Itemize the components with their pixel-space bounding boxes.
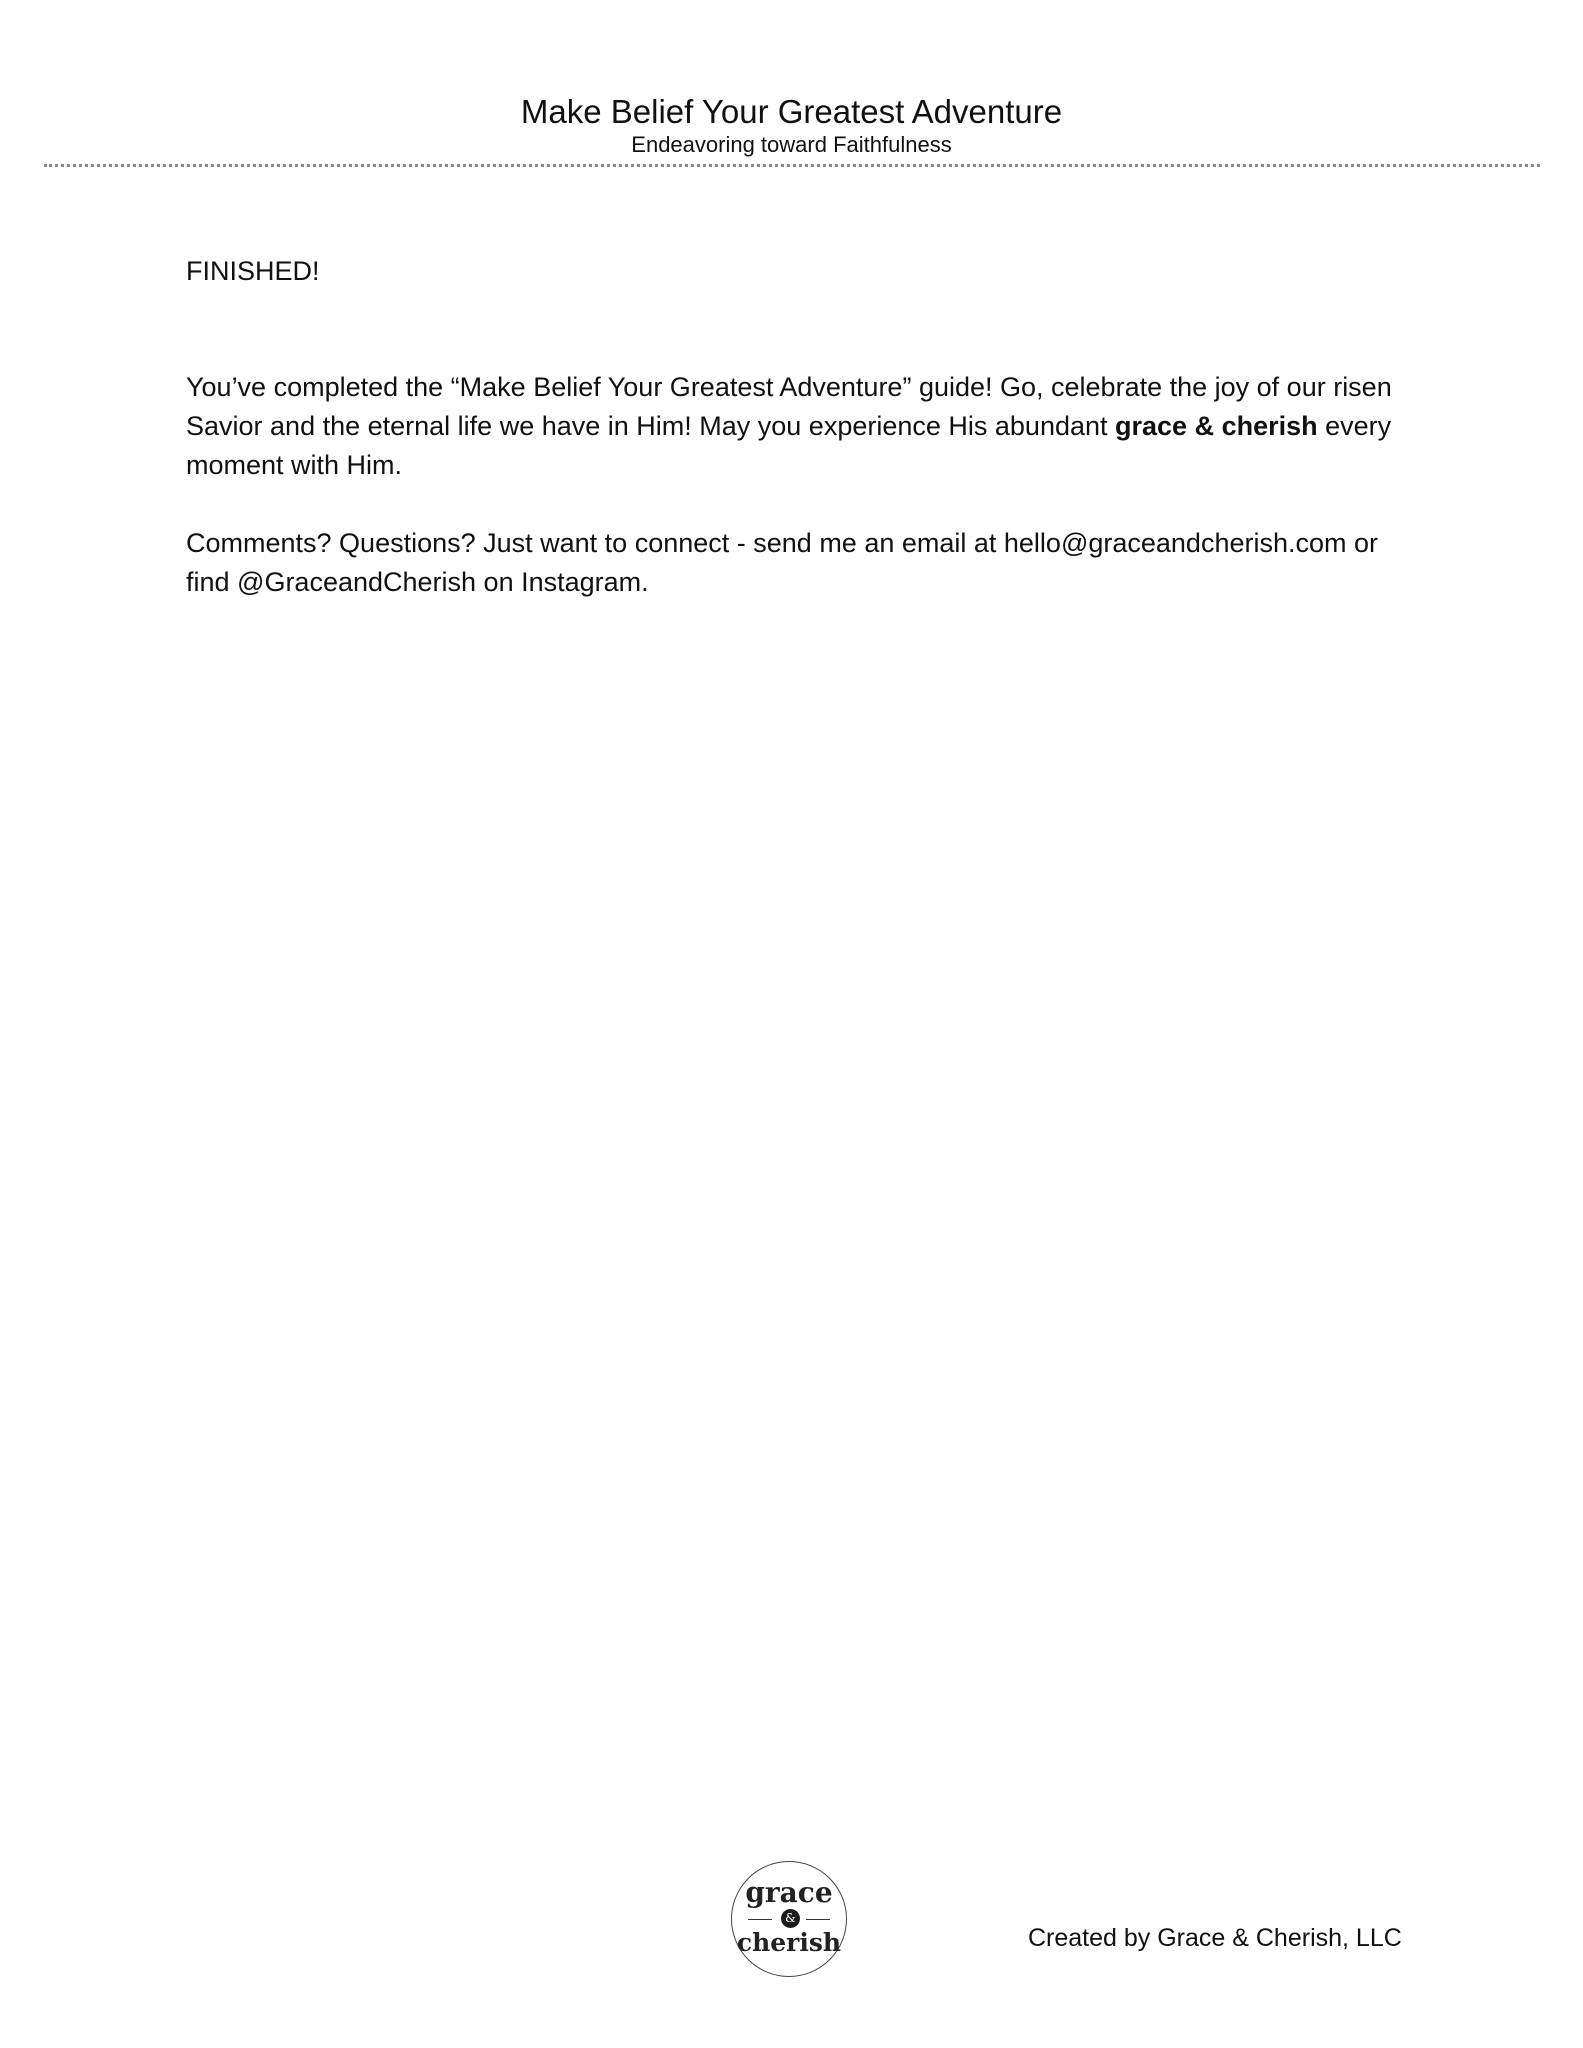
completion-text-end: every moment with Him. — [186, 411, 1392, 480]
completion-paragraph — [186, 368, 1406, 485]
completion-text-start: You’ve completed the “Make Belief Your Greatest Adventure” guide! Go, celebrate the joy of our risen Savior and the eternal life we have in Him! May you experience His abundant — [186, 372, 1392, 441]
logo-word-cherish: cherish — [736, 1928, 842, 1957]
page-title: Make Belief Your Greatest Adventure — [520, 93, 1063, 130]
section-heading: FINISHED! — [186, 256, 320, 286]
contact-paragraph: Comments? Questions? Just want to connect - send me an email at hello@graceandcherish.com or find @GraceandCherish on Instagram. — [186, 528, 1378, 597]
grace-and-cherish-logo — [731, 1861, 847, 1977]
main-content — [186, 252, 1406, 602]
logo-divider-right — [806, 1919, 830, 1920]
logo-divider-left — [748, 1919, 772, 1920]
completion-bold-text: grace & cherish — [1115, 411, 1318, 441]
logo-word-grace: grace — [745, 1876, 833, 1909]
logo-ampersand-icon: & — [781, 1909, 800, 1928]
footer-credit: Created by Grace & Cherish, LLC — [1028, 1924, 1402, 1952]
dotted-divider — [44, 164, 1540, 167]
page-header — [0, 92, 1583, 158]
page-subtitle: Endeavoring toward Faithfulness — [631, 132, 952, 157]
